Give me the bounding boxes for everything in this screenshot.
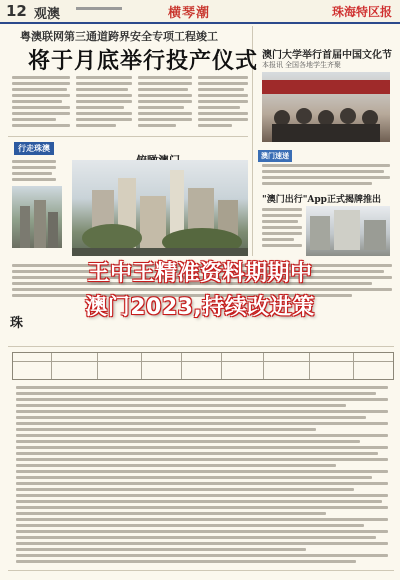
section-rule [8, 136, 248, 137]
section-tag: 行走珠澳 [14, 142, 54, 155]
photo-main-macau [72, 160, 248, 256]
lead-headline: 将于月底举行投产仪式 [28, 48, 259, 74]
right-headline-1: 澳门大学举行首届中国文化节 [262, 50, 392, 61]
right-headline-2: "澳门出行"App正式揭牌推出 [262, 195, 381, 205]
footer-rule [8, 570, 394, 571]
section-rule [8, 346, 394, 347]
overlay-title-line-1: 王中王精准资料期期中 [87, 261, 313, 286]
page-header [0, 0, 400, 24]
page-number: 12 [6, 2, 27, 20]
right-subhead-1: 本报讯 全国各地学生齐聚 [262, 62, 341, 69]
photo-right-event [262, 72, 390, 142]
header-meta-line [76, 7, 122, 10]
section-label: 观澳 [34, 7, 61, 22]
overlay-title-line-2: 澳门2023,持续改进策 [85, 295, 315, 320]
notice-table [12, 352, 394, 380]
paper-brand: 珠海特区报 [331, 5, 392, 19]
bottom-section-title: 珠 [10, 316, 24, 331]
paper-name: 横琴潮 [168, 6, 211, 21]
right-section-tag: 澳门速递 [258, 150, 292, 162]
photo-small-left [12, 186, 62, 248]
photo-right-app [306, 206, 390, 256]
lead-kicker: 粤澳联网第三通道跨界安全专项工程竣工 [20, 31, 218, 43]
